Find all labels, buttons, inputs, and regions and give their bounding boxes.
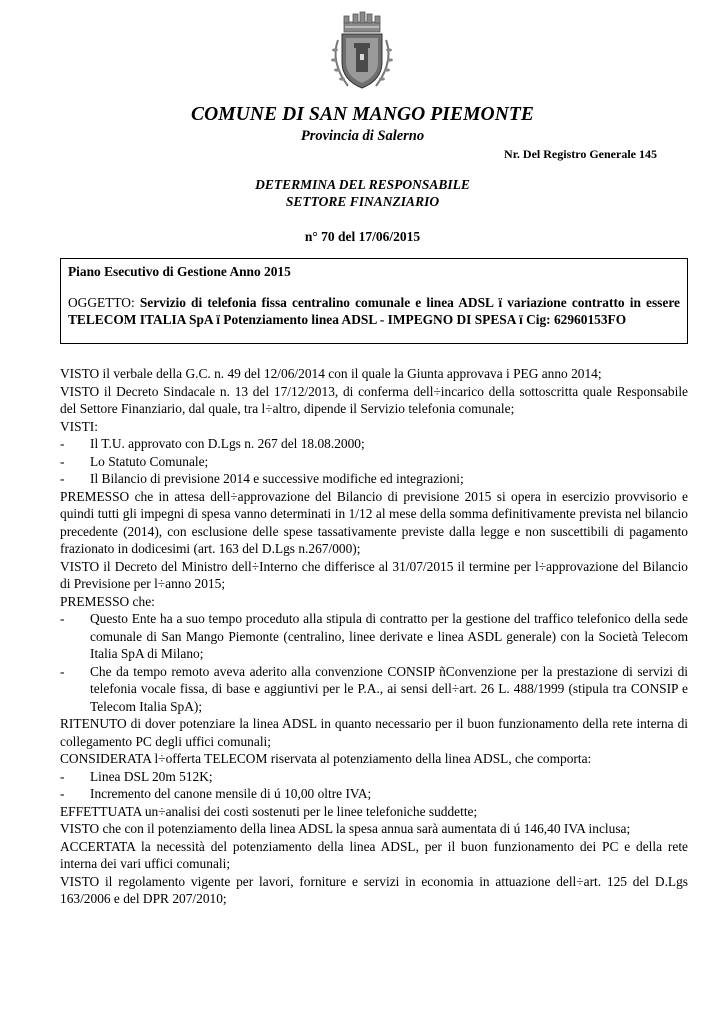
list-item-text: Linea DSL 20m 512K;: [90, 768, 213, 784]
list-item-text: Questo Ente ha a suo tempo proceduto alla stipula di contratto per la gestione del traffico telefonico della sede comunale di San Mango Piemonte (centralino, linee derivate e linea ASDL generale) con la Società Telecom Italia SpA di Milano;: [90, 611, 688, 661]
determina-heading-line2: SETTORE FINANZIARIO: [285, 194, 440, 209]
body-paragraph: ACCERTATA la necessità del potenziamento della linea ADSL, per il buon funzionamento dei PC e della rete interna dei vari uffici comunali;: [60, 838, 688, 871]
body-paragraph: PREMESSO che in attesa dell÷approvazione del Bilancio di previsione 2015 si opera in esercizio provvisorio e quindi tutti gli impegni di spesa vanno determinati in 1/12 al mese della somma definitivamente prevista nel bilancio precedente (2014), con esclusione delle spese tassativamente previste dalla legge e non suscettibili di pagamento frazionato in dodicesimi (art. 163 del D.Lgs n.267/000);: [60, 488, 688, 556]
subject-description: Servizio di telefonia fissa centralino comunale e linea ADSL ï variazione contratto in essere TELECOM ITALIA SpA ï Potenziamento linea ADSL - IMPEGNO DI SPESA ï Cig: 62960153FO: [68, 294, 680, 327]
body-paragraph: RITENUTO di dover potenziare la linea ADSL in quanto necessario per il buon funzionamento della rete interna di collegamento PC degli uffici comunali;: [60, 716, 688, 749]
body-paragraph: PREMESSO che:: [60, 593, 155, 609]
body-paragraph: VISTO il Decreto Sindacale n. 13 del 17/12/2013, di conferma dell÷incarico della sottoscritta quale Responsabile del Settore Finanziario, dal quale, tra l÷altro, dipende il Servizio telefonia comunale;: [60, 383, 688, 416]
list-item-text: Che da tempo remoto aveva aderito alla convenzione CONSIP ñConvenzione per la prestazione di servizi di telefonia vocale fissa, di base e aggiuntivi per le P.A., ai sensi dell÷art. 26 L. 488/1999 (stipula tra CONSIP e Telecom Italia SpA);: [90, 663, 688, 714]
coat-of-arms-icon: [328, 10, 396, 92]
list-item-text: Incremento del canone mensile di ú 10,00 oltre IVA;: [90, 786, 372, 801]
document-body: [60, 365, 688, 908]
list-item: [60, 610, 688, 663]
list-item: [60, 453, 688, 471]
determina-number-date: n° 70 del 17/06/2015: [304, 229, 421, 244]
list-item: [60, 768, 688, 786]
list-bullet: -: [60, 768, 65, 784]
list-bullet: -: [60, 611, 65, 626]
list-bullet: -: [60, 471, 65, 486]
list-bullet: -: [60, 663, 65, 679]
subject-label: OGGETTO:: [68, 294, 135, 310]
list-bullet: -: [60, 436, 65, 451]
list-item: [60, 470, 688, 488]
list-item: [60, 785, 688, 803]
list-item-text: Il T.U. approvato con D.Lgs n. 267 del 18.08.2000;: [90, 436, 365, 451]
list-item: [60, 663, 688, 716]
body-paragraph: VISTI:: [60, 418, 98, 434]
body-paragraph: VISTO il regolamento vigente per lavori, forniture e servizi in economia in attuazione dell÷art. 125 del D.Lgs 163/2006 e del DPR 207/2010;: [60, 873, 688, 906]
peg-heading: Piano Esecutivo di Gestione Anno 2015: [68, 264, 291, 279]
body-paragraph: VISTO il Decreto del Ministro dell÷Interno che differisce al 31/07/2015 il termine per l÷approvazione del Bilancio di Previsione per l÷anno 2015;: [60, 558, 688, 591]
list-item-text: Lo Statuto Comunale;: [90, 453, 209, 469]
determina-heading-line1: DETERMINA DEL RESPONSABILE: [255, 177, 470, 192]
body-paragraph: VISTO il verbale della G.C. n. 49 del 12/06/2014 con il quale la Giunta approvava i PEG anno 2014;: [60, 366, 602, 381]
list-item: [60, 435, 688, 453]
province-subtitle: Provincia di Salerno: [300, 128, 425, 144]
subject-text: [68, 294, 680, 329]
subject-box: [60, 258, 688, 344]
list-bullet: -: [60, 786, 65, 801]
list-item-text: Il Bilancio di previsione 2014 e successive modifiche ed integrazioni;: [90, 471, 464, 486]
body-paragraph: CONSIDERATA l÷offerta TELECOM riservata al potenziamento della linea ADSL, che comporta:: [60, 751, 592, 766]
body-paragraph: EFFETTUATA un÷analisi dei costi sostenuti per le linee telefoniche suddette;: [60, 803, 478, 819]
body-paragraph: VISTO che con il potenziamento della linea ADSL la spesa annua sarà aumentata di ú 146,40 IVA inclusa;: [60, 821, 631, 836]
registry-number: Nr. Del Registro Generale 145: [504, 147, 657, 161]
municipality-title: COMUNE DI SAN MANGO PIEMONTE: [190, 104, 535, 125]
list-bullet: -: [60, 453, 65, 469]
